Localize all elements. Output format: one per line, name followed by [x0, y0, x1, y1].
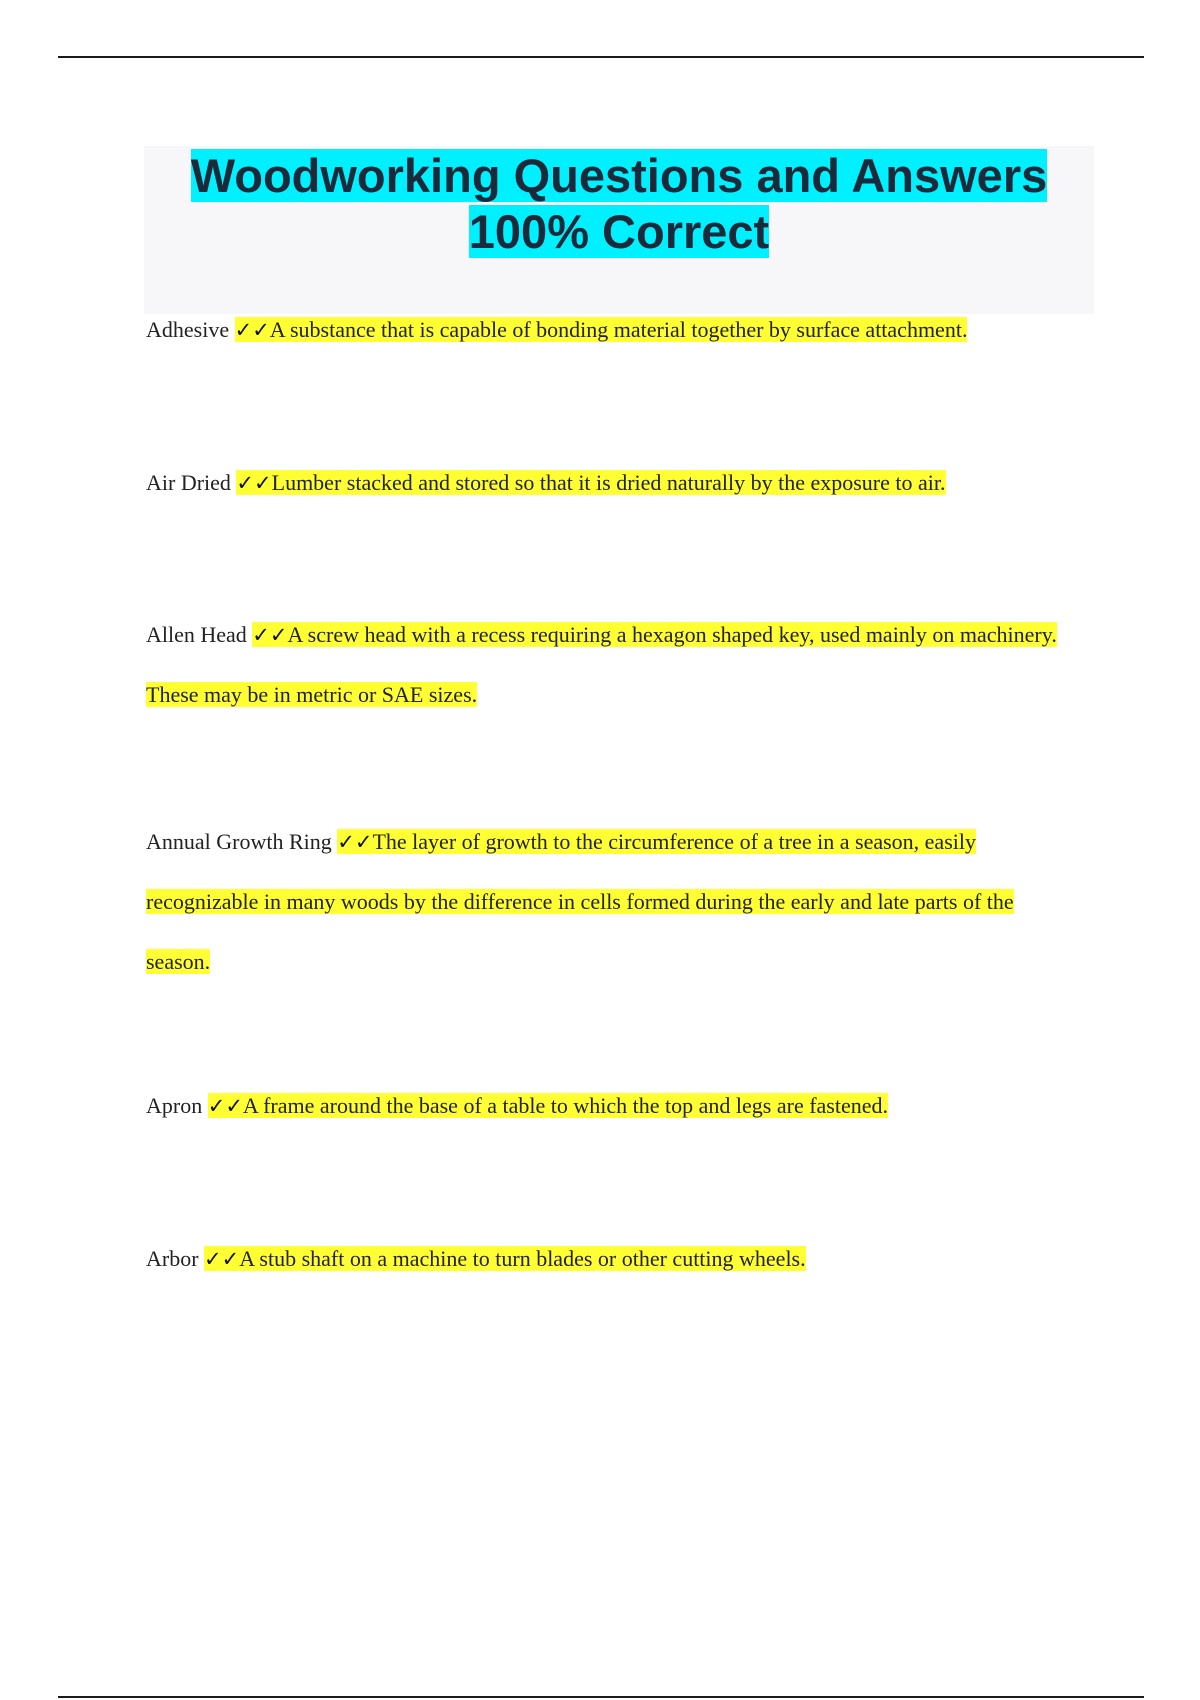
title-line-1: Woodworking Questions and Answers [190, 149, 1048, 202]
entry-definition: A screw head with a recess requiring a hexagon shaped key, used mainly on machinery. These may be in metric or SAE sizes. [146, 622, 1057, 707]
entry-term: Air Dried [146, 470, 231, 495]
entry-definition: A stub shaft on a machine to turn blades or other cutting wheels. [239, 1246, 806, 1271]
entry-definition: The layer of growth to the circumference of a tree in a season, easily recognizable in many woods by the difference in cells formed during the early and late parts of the season. [146, 829, 1014, 974]
entry-answer [236, 470, 945, 495]
list-item [146, 1076, 1076, 1136]
list-item [146, 1229, 1076, 1289]
entry-answer [204, 1246, 806, 1271]
entry-term: Adhesive [146, 317, 230, 342]
check-mark-icon: ✓✓ [207, 1094, 243, 1118]
check-mark-icon: ✓✓ [234, 318, 270, 342]
list-item [146, 812, 1076, 992]
entry-term: Arbor [146, 1246, 199, 1271]
list-item [146, 453, 1076, 513]
bottom-rule [58, 1696, 1144, 1698]
list-item [146, 300, 1076, 360]
page-title [144, 146, 1094, 260]
check-mark-icon: ✓✓ [337, 830, 373, 854]
top-rule [58, 56, 1144, 58]
entry-definition: Lumber stacked and stored so that it is dried naturally by the exposure to air. [271, 470, 946, 495]
title-line-2: 100% Correct [468, 205, 770, 258]
entry-definition: A frame around the base of a table to which the top and legs are fastened. [242, 1093, 889, 1118]
entry-answer [235, 317, 968, 342]
entry-definition: A substance that is capable of bonding material together by surface attachment. [269, 317, 968, 342]
check-mark-icon: ✓✓ [204, 1247, 240, 1271]
title-box [144, 146, 1094, 314]
entry-answer [208, 1093, 888, 1118]
entry-answer [146, 622, 1057, 707]
list-item [146, 605, 1076, 725]
check-mark-icon: ✓✓ [236, 471, 272, 495]
entry-term: Allen Head [146, 622, 247, 647]
entry-term: Apron [146, 1093, 203, 1118]
entry-term: Annual Growth Ring [146, 829, 332, 854]
check-mark-icon: ✓✓ [252, 623, 288, 647]
